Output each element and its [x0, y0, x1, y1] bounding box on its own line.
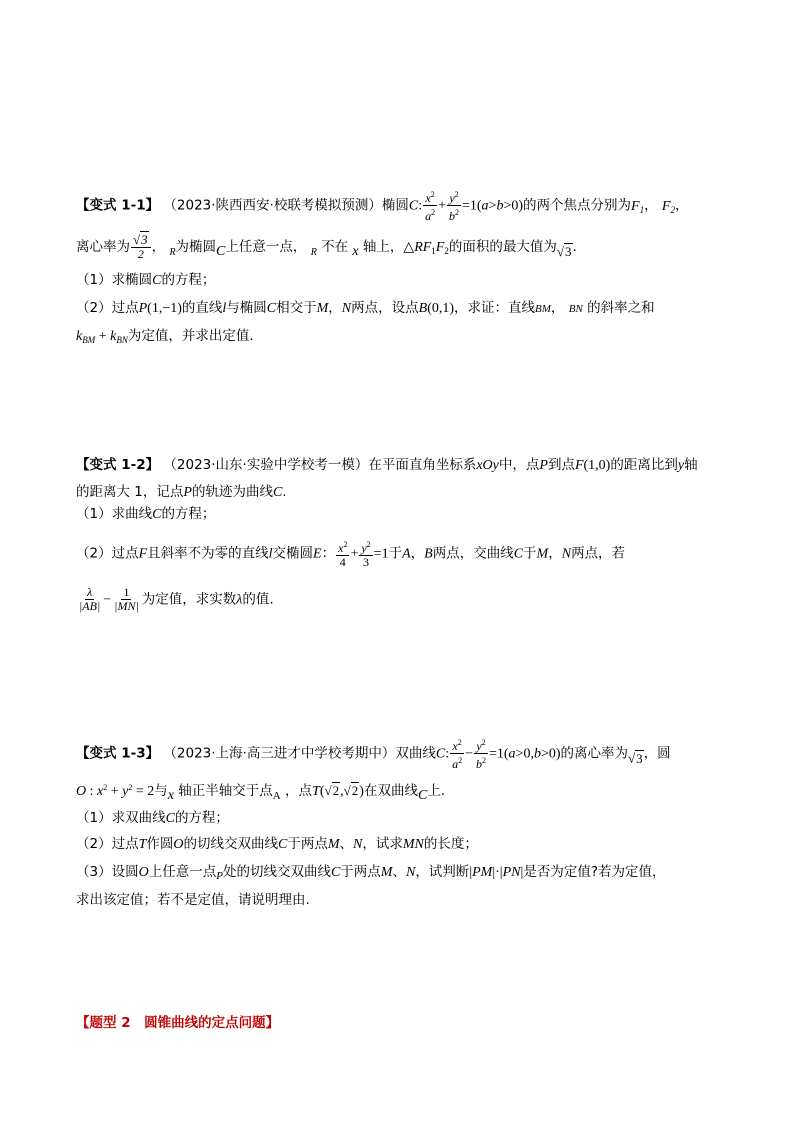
v11-math-sqrt3: √3 — [556, 244, 572, 259]
v13-text: 的长度； — [423, 836, 478, 852]
v13-text: ，圆 — [643, 745, 671, 762]
section-heading: 【题型 2 圆锥曲线的定点问题】 — [76, 1015, 280, 1031]
v13-math-colon: : — [445, 746, 450, 762]
v12-math-B: B — [424, 546, 433, 562]
v11-math-ksum: $k_{BM} + k_{BN}$ — [76, 329, 128, 345]
v12-text: 轴 — [684, 457, 698, 473]
v11-math-F1: $F_1$ — [631, 198, 645, 215]
v11-text: ， — [674, 197, 689, 214]
v11-text: ，求证：直线 — [454, 300, 536, 316]
v13-text: （3）设圆 — [76, 864, 139, 880]
v11-math-cond: a — [481, 198, 489, 214]
v13-math-C: C — [417, 788, 428, 803]
v12-text: . — [282, 484, 287, 500]
v11-math-C2: C — [216, 244, 226, 259]
v13-math-T: T — [138, 837, 147, 852]
v12-text: 交椭圆 — [272, 545, 314, 562]
v12-math-E: E — [313, 546, 322, 562]
v13-frac-y2b2: $\frac{y^2}{b^2}$ — [475, 738, 486, 771]
v11-math-x: x — [352, 244, 359, 259]
v11-tag: 【变式 1-1】 — [76, 197, 160, 214]
v12-frac-y23: $\frac{y^2}{3}$ — [361, 540, 371, 569]
v13-line-1 — [76, 736, 671, 771]
v11-math-l: l — [222, 301, 227, 316]
v11-text: 的直线 — [181, 300, 223, 316]
v11-text: 上任意一点， — [225, 239, 307, 255]
v12-text: 的距离比到 — [610, 457, 678, 473]
v13-text: 于两点 — [340, 864, 381, 880]
v12-math-C: C — [513, 546, 524, 562]
v11-math-plus: + — [438, 198, 446, 214]
v11-q2-cont — [76, 326, 254, 350]
v12-text: 到点 — [547, 457, 575, 473]
v11-text: ， — [644, 197, 658, 214]
v11-math-M: M — [316, 301, 329, 316]
v12-math-eq1: =1 — [373, 546, 389, 562]
v13-text: （2）过点 — [76, 836, 139, 852]
v11-text: . — [572, 239, 577, 255]
v11-q2 — [76, 298, 655, 319]
v12-frac-x24: $\frac{x^2}{4}$ — [338, 540, 348, 569]
v11-text: 为椭圆 — [175, 239, 217, 255]
v13-tag: 【变式 1-3】 — [76, 745, 160, 762]
v13-text: 求出该定值；若不是定值，请说明理由. — [76, 892, 310, 908]
v13-math-M: M — [380, 865, 393, 880]
v11-text: 椭圆 — [381, 197, 409, 214]
v13-math-C: C — [278, 837, 288, 852]
v13-math-minus: − — [465, 746, 473, 762]
v12-source: （2023·山东·实验中学校考一模） — [163, 457, 369, 473]
v12-math-A: A — [402, 546, 411, 562]
v13-math-x: x — [167, 788, 174, 803]
v11-math-C: C — [266, 301, 277, 316]
v11-text: 的方程； — [161, 272, 216, 288]
v11-frac-y2b2: $\frac{y^2}{b^2}$ — [448, 190, 459, 223]
v12-math-C: C — [272, 485, 283, 500]
v13-line-2 — [76, 778, 445, 806]
v12-math-P: P — [539, 458, 548, 473]
v13-math-C: C — [435, 746, 446, 762]
v11-text: 相交于 — [276, 300, 317, 316]
v13-math-PM-PN: |PM|·|PN| — [469, 865, 524, 880]
v12-text: 于 — [523, 545, 537, 562]
v11-line-1 — [76, 188, 688, 223]
v12-text: 的值. — [242, 591, 274, 608]
v13-q2 — [76, 834, 478, 855]
v11-math-R: R — [169, 247, 176, 258]
v12-text: 在平面直角坐标系 — [368, 457, 477, 473]
v13-math-MN: MN — [402, 837, 424, 852]
v11-text: ， — [328, 300, 342, 316]
v12-math-xOy: xOy — [476, 458, 499, 473]
v12-text: （1）求曲线 — [76, 506, 153, 522]
v13-text: ，点 — [285, 783, 313, 799]
v11-math-gt1: > — [488, 198, 497, 214]
v13-text: 的切线交双曲线 — [183, 836, 279, 852]
v12-math-P: P — [183, 485, 192, 500]
v12-text: 中，点 — [498, 457, 540, 473]
v11-text: （2）过点 — [76, 300, 139, 316]
v12-text: 且斜率不为零的直线 — [147, 545, 269, 562]
v13-text: 的方程； — [174, 810, 229, 826]
v12-text: 于 — [388, 545, 403, 562]
v11-text: 的面积的最大值为 — [448, 239, 557, 255]
v13-text: 上. — [427, 783, 446, 799]
v13-text: 轴正半轴交于点 — [178, 783, 273, 799]
v13-math-M: M — [327, 837, 340, 852]
v12-q1 — [76, 504, 215, 525]
v11-math-P: P(1,−1) — [138, 301, 182, 316]
v12-text: 的距离大 1，记点 — [76, 484, 184, 500]
v13-math-sqrt3: √3 — [628, 750, 643, 766]
v11-text: 与椭圆 — [226, 300, 267, 316]
v13-source: （2023·上海·高三进才中学校考期中） — [163, 745, 396, 762]
v11-text: 的斜率之和 — [587, 300, 655, 316]
v12-math-C: C — [152, 507, 162, 522]
v12-math-F: F(1,0) — [574, 458, 611, 473]
v13-text: 是否为定值?若为定值， — [523, 864, 666, 880]
v13-text: 双曲线 — [395, 745, 436, 762]
v13-math-C: C — [330, 865, 341, 880]
v12-tag: 【变式 1-2】 — [76, 457, 160, 473]
v11-math-C: C — [408, 198, 419, 214]
v13-math-N: N — [405, 865, 416, 880]
v12-text: 两点，若 — [571, 545, 626, 562]
v12-q2-cont — [76, 586, 274, 613]
v12-math-y: y — [677, 458, 685, 473]
v11-math-colon: : — [418, 198, 423, 214]
v13-math-circle: O : $x^2 + y^2 = 2$ — [76, 783, 155, 799]
v13-math-P: P — [216, 870, 223, 882]
v12-line-1 — [76, 455, 698, 476]
v13-text: 的离心率为 — [560, 745, 629, 762]
v12-text: ： — [321, 545, 336, 562]
v12-math-N: N — [561, 546, 572, 562]
v12-text: ， — [548, 545, 562, 562]
v13-q3 — [76, 862, 666, 886]
v13-text: （1）求双曲线 — [76, 810, 166, 826]
v13-text: 作圆 — [146, 836, 174, 852]
v11-math-R2: R — [310, 247, 317, 258]
v11-math-BN: BN — [568, 303, 583, 315]
v13-text: 在双曲线 — [363, 783, 418, 799]
v12-text: 两点，交曲线 — [432, 545, 514, 562]
v13-math-N: N — [353, 837, 363, 852]
v11-text: 两点，设点 — [351, 300, 419, 316]
v11-math-N: N — [341, 301, 352, 316]
v13-text: 上任意一点 — [148, 864, 217, 880]
v12-math-M: M — [536, 546, 549, 562]
v12-math-lambda: λ — [236, 592, 243, 608]
v11-frac-x2a2: $\frac{x^2}{a^2}$ — [425, 190, 436, 223]
v12-text: 的方程； — [161, 506, 216, 522]
v12-math-F: F — [138, 546, 148, 562]
v13-math-O: O — [138, 865, 149, 880]
v12-math-minus: − — [103, 592, 112, 608]
v13-frac-x2a2: $\frac{x^2}{a^2}$ — [452, 738, 463, 771]
v11-text: （1）求椭圆 — [76, 272, 153, 288]
v12-text: 为定值，求实数 — [141, 591, 237, 608]
v13-math-A: A — [272, 790, 281, 802]
v12-math-l: l — [268, 546, 273, 562]
v13-text: 与 — [154, 783, 168, 799]
v11-math-triangle: $\triangle RF_1F_2$ — [403, 240, 449, 256]
v11-text: 轴上， — [362, 239, 404, 255]
v12-frac-1-MN: $\frac{1}{|MN|}$ — [114, 585, 139, 613]
v11-q1 — [76, 270, 215, 291]
v13-text: 处的切线交双曲线 — [222, 864, 331, 880]
v12-line-2 — [76, 482, 287, 503]
v11-line-2 — [76, 233, 577, 263]
v13-text: 、 — [392, 864, 406, 880]
v11-math-BM: BM — [535, 303, 551, 315]
v13-q1 — [76, 808, 229, 829]
v11-text: 不在 — [321, 239, 349, 255]
v13-text: 于两点 — [287, 836, 328, 852]
v13-text: 、 — [339, 836, 354, 852]
v12-text: （2）过点 — [76, 545, 139, 562]
v12-text: 的轨迹为曲线 — [191, 484, 273, 500]
v11-source: （2023·陕西西安·校联考模拟预测） — [163, 197, 382, 214]
v12-q2 — [76, 538, 625, 569]
v13-math-O: O — [173, 837, 184, 852]
v13-q3-cont — [76, 890, 310, 910]
v13-math-cond: =1(a>0,b>0) — [488, 746, 561, 762]
v11-math-F2: $F_2$ — [661, 198, 675, 215]
v11-math-C: C — [152, 273, 162, 288]
v11-math-gt0: >0) — [503, 198, 524, 214]
v12-frac-lambda-AB: $\frac{\lambda}{|AB|}$ — [79, 585, 101, 613]
v11-text: 离心率为 — [76, 239, 130, 255]
v13-text: ，试求 — [362, 836, 403, 852]
v13-math-T: T(√2,√2) — [312, 783, 364, 799]
v12-math-plus: + — [350, 546, 359, 562]
v11-math-b: b — [496, 198, 504, 214]
v11-frac-ecc: $\frac{√3}{2}$ — [131, 233, 151, 261]
v11-text: 的两个焦点分别为 — [523, 197, 632, 214]
v13-math-C: C — [165, 811, 175, 826]
v11-text: ， — [550, 300, 565, 316]
v12-text: ， — [410, 545, 425, 562]
v11-text: ， — [151, 239, 166, 255]
v11-text: 为定值，并求出定值. — [127, 328, 254, 344]
v11-math-B: B(0,1) — [418, 301, 455, 316]
v13-text: ，试判断 — [415, 864, 470, 880]
v11-math-eq: =1( — [461, 198, 482, 214]
